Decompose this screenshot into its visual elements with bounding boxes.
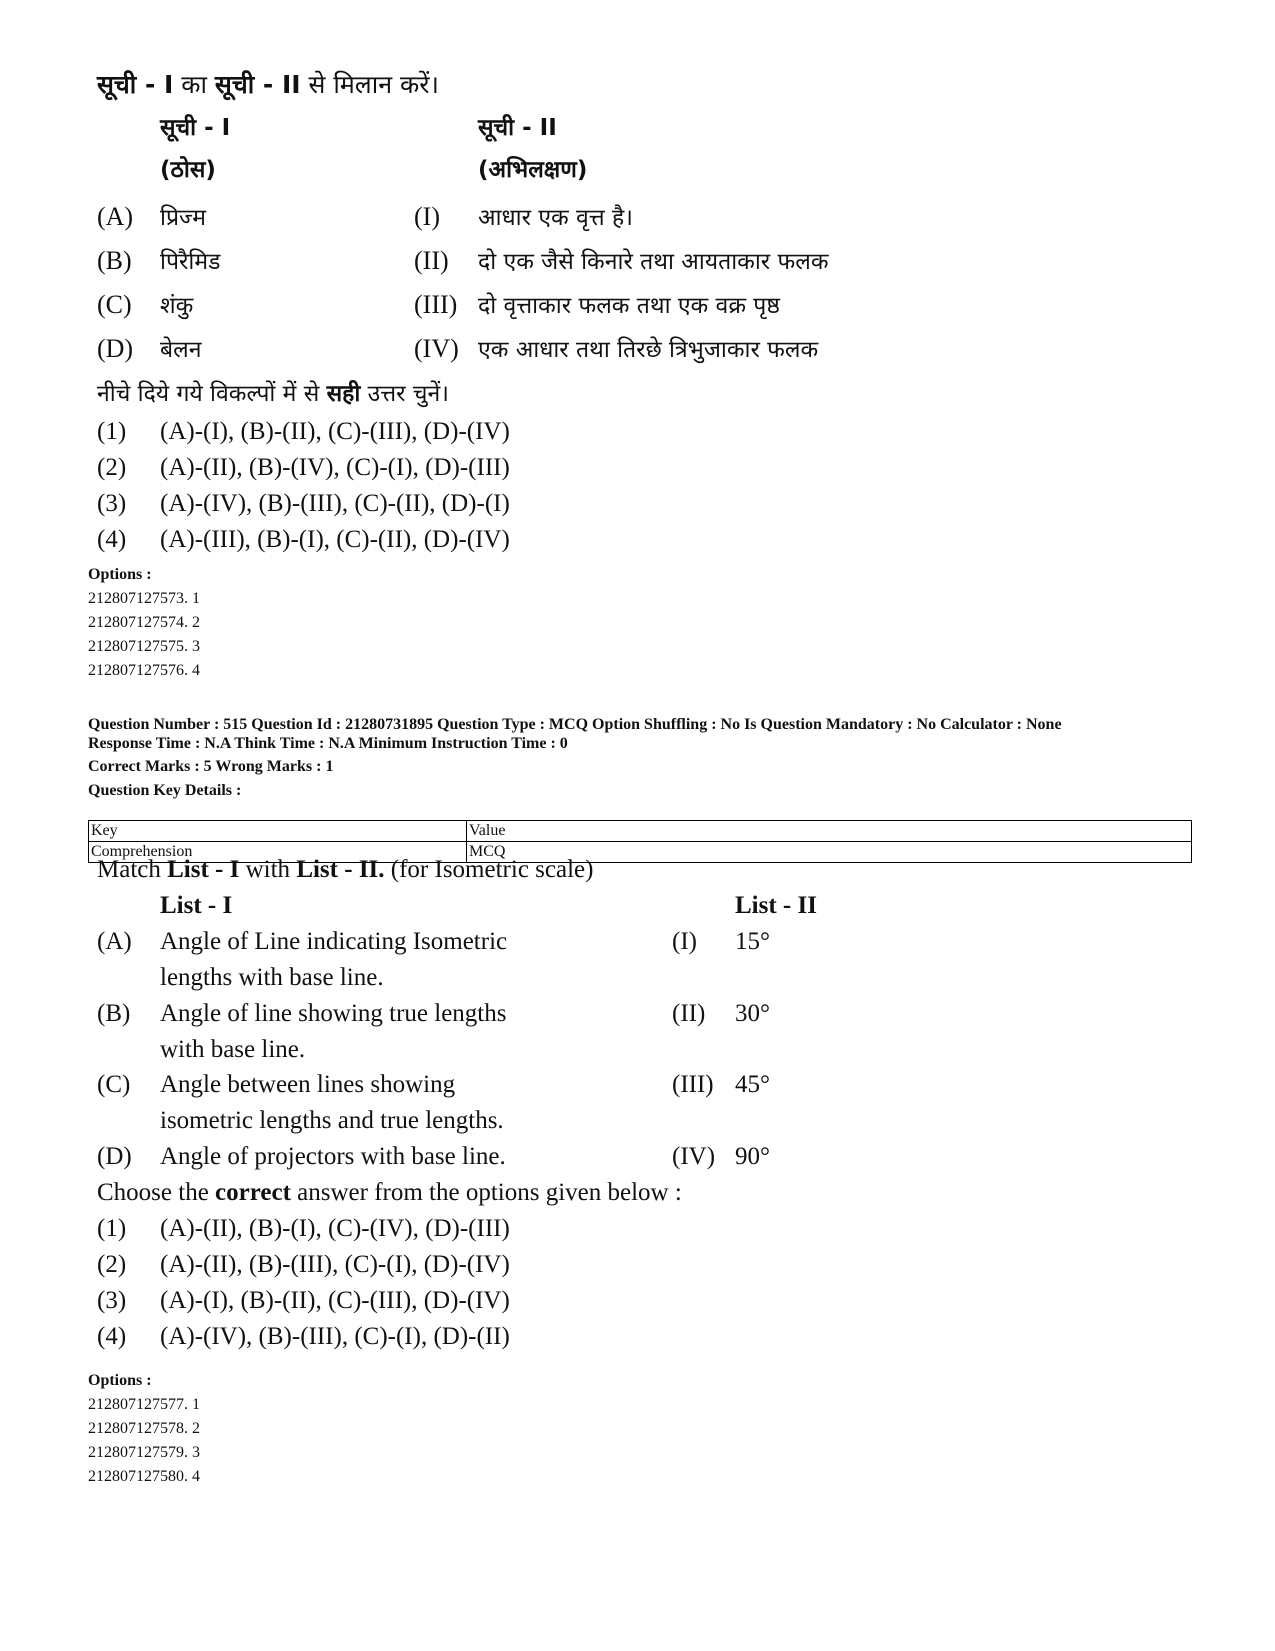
q2-row-label-i: (I) (672, 928, 697, 955)
q1-row-label-d: (D) (97, 334, 134, 363)
q2-title-list1: List - I (167, 856, 240, 883)
q1-row-text-c: शंकु (160, 293, 194, 319)
q2-row-text-ii: 30° (735, 1000, 770, 1027)
q2-title (97, 856, 593, 884)
q2-list2-header: List - II (735, 892, 817, 919)
q1-instruction-emph: सही (326, 381, 361, 407)
q2-option-4: 212807127580. 4 (88, 1468, 200, 1485)
q1-option-2: 212807127574. 2 (88, 614, 200, 631)
q2-choice-num-1: (1) (97, 1215, 127, 1242)
q1-list2-sub: (अभिलक्षण) (478, 157, 588, 183)
q2-row-label-b: (B) (97, 1000, 131, 1027)
q2-title-a: Match (97, 856, 168, 883)
q2-row-text-d1: Angle of projectors with base line. (160, 1143, 506, 1170)
q1-choice-text-2: (A)-(II), (B)-(IV), (C)-(I), (D)-(III) (160, 454, 510, 481)
q1-row-label-ii: (II) (414, 246, 449, 275)
q2-row-label-iii: (III) (672, 1071, 714, 1098)
q2-key-details: Question Key Details : (88, 782, 242, 799)
q1-row-label-iv: (IV) (414, 334, 459, 363)
q1-title-rest: से मिलान करें। (300, 70, 439, 99)
q2-choice-num-3: (3) (97, 1287, 127, 1314)
q2-choice-num-4: (4) (97, 1323, 127, 1350)
q2-title-scale: (for Isometric scale) (384, 856, 594, 883)
q1-options-label: Options : (88, 566, 152, 583)
q1-row-label-i: (I) (414, 202, 440, 231)
q1-choice-text-4: (A)-(III), (B)-(I), (C)-(II), (D)-(IV) (160, 526, 510, 553)
q2-row-label-c: (C) (97, 1071, 131, 1098)
q2-choice-text-4: (A)-(IV), (B)-(III), (C)-(I), (D)-(II) (160, 1323, 510, 1350)
q1-choice-text-1: (A)-(I), (B)-(II), (C)-(III), (D)-(IV) (160, 418, 510, 445)
q2-row-text-c2: isometric lengths and true lengths. (160, 1107, 504, 1134)
q2-row-text-iv: 90° (735, 1143, 770, 1170)
q1-row-text-a: प्रिज्म (160, 205, 206, 231)
q1-choice-num-1: (1) (97, 418, 127, 445)
q1-list1-header: सूची - I (160, 115, 231, 141)
q1-option-4: 212807127576. 4 (88, 662, 200, 679)
q2-options-label: Options : (88, 1372, 152, 1389)
q1-row-label-iii: (III) (414, 290, 458, 319)
q1-title-connector: का (173, 70, 215, 99)
q2-row-label-d: (D) (97, 1143, 132, 1170)
table-cell-value: MCQ (467, 842, 1192, 863)
q2-row-text-i: 15° (735, 928, 770, 955)
q2-instruction (97, 1179, 682, 1207)
q1-title-list2: सूची - II (214, 70, 301, 99)
q2-choice-text-1: (A)-(II), (B)-(I), (C)-(IV), (D)-(III) (160, 1215, 510, 1242)
q2-row-label-iv: (IV) (672, 1143, 716, 1170)
q1-instruction-c: उत्तर चुनें। (360, 381, 449, 407)
q1-row-text-iv: एक आधार तथा तिरछे त्रिभुजाकार फलक (478, 337, 819, 363)
q1-choice-num-4: (4) (97, 526, 127, 553)
q1-instruction (97, 376, 449, 408)
q1-row-label-c: (C) (97, 290, 132, 319)
q2-row-text-b1: Angle of line showing true lengths (160, 1000, 507, 1027)
q2-instruction-emph: correct (215, 1179, 291, 1206)
q2-row-text-b2: with base line. (160, 1036, 306, 1063)
q2-meta-line1: Question Number : 515 Question Id : 21280731895 Question Type : MCQ Option Shuffling : No Is Question Mandatory : No Calculator : None (88, 716, 1062, 733)
q2-option-2: 212807127578. 2 (88, 1420, 200, 1437)
q2-option-1: 212807127577. 1 (88, 1396, 200, 1413)
q2-choice-num-2: (2) (97, 1251, 127, 1278)
q2-list1-header: List - I (160, 892, 233, 919)
table-cell-key: Comprehension (89, 842, 467, 863)
q2-instruction-a: Choose the (97, 1179, 216, 1206)
table-header-value: Value (467, 821, 1192, 842)
q1-title-list1: सूची - I (97, 70, 174, 99)
q1-list2-header: सूची - II (478, 115, 557, 141)
q2-choice-text-3: (A)-(I), (B)-(II), (C)-(III), (D)-(IV) (160, 1287, 510, 1314)
q1-option-3: 212807127575. 3 (88, 638, 200, 655)
q1-instruction-a: नीचे दिये गये विकल्पों में से (97, 381, 327, 407)
q2-title-c: with (239, 856, 297, 883)
q2-row-text-a2: lengths with base line. (160, 964, 384, 991)
q2-row-text-iii: 45° (735, 1071, 770, 1098)
q2-row-text-c1: Angle between lines showing (160, 1071, 456, 1098)
q1-choice-text-3: (A)-(IV), (B)-(III), (C)-(II), (D)-(I) (160, 490, 510, 517)
q1-row-text-i: आधार एक वृत्त है। (478, 205, 633, 231)
q2-title-list2: List - II. (296, 856, 385, 883)
q2-row-text-a1: Angle of Line indicating Isometric (160, 928, 508, 955)
q2-option-3: 212807127579. 3 (88, 1444, 200, 1461)
q2-instruction-c: answer from the options given below : (290, 1179, 682, 1206)
q2-choice-text-2: (A)-(II), (B)-(III), (C)-(I), (D)-(IV) (160, 1251, 510, 1278)
table-header-key: Key (89, 821, 467, 842)
q1-row-text-ii: दो एक जैसे किनारे तथा आयताकार फलक (478, 249, 829, 275)
q1-choice-num-2: (2) (97, 454, 127, 481)
q1-choice-num-3: (3) (97, 490, 127, 517)
q2-row-label-a: (A) (97, 928, 132, 955)
q2-row-label-ii: (II) (672, 1000, 706, 1027)
q1-list1-sub: (ठोस) (160, 157, 216, 183)
q1-title (97, 67, 439, 101)
q1-row-text-iii: दो वृत्ताकार फलक तथा एक वक्र पृष्ठ (478, 293, 780, 319)
table-header-row (89, 821, 1192, 842)
q2-meta-line2: Response Time : N.A Think Time : N.A Minimum Instruction Time : 0 (88, 735, 568, 752)
q1-row-text-d: बेलन (160, 337, 202, 363)
q2-marks: Correct Marks : 5 Wrong Marks : 1 (88, 758, 334, 775)
q1-row-text-b: पिरैमिड (160, 249, 221, 275)
q1-row-label-b: (B) (97, 246, 132, 275)
q1-option-1: 212807127573. 1 (88, 590, 200, 607)
q1-row-label-a: (A) (97, 202, 134, 231)
